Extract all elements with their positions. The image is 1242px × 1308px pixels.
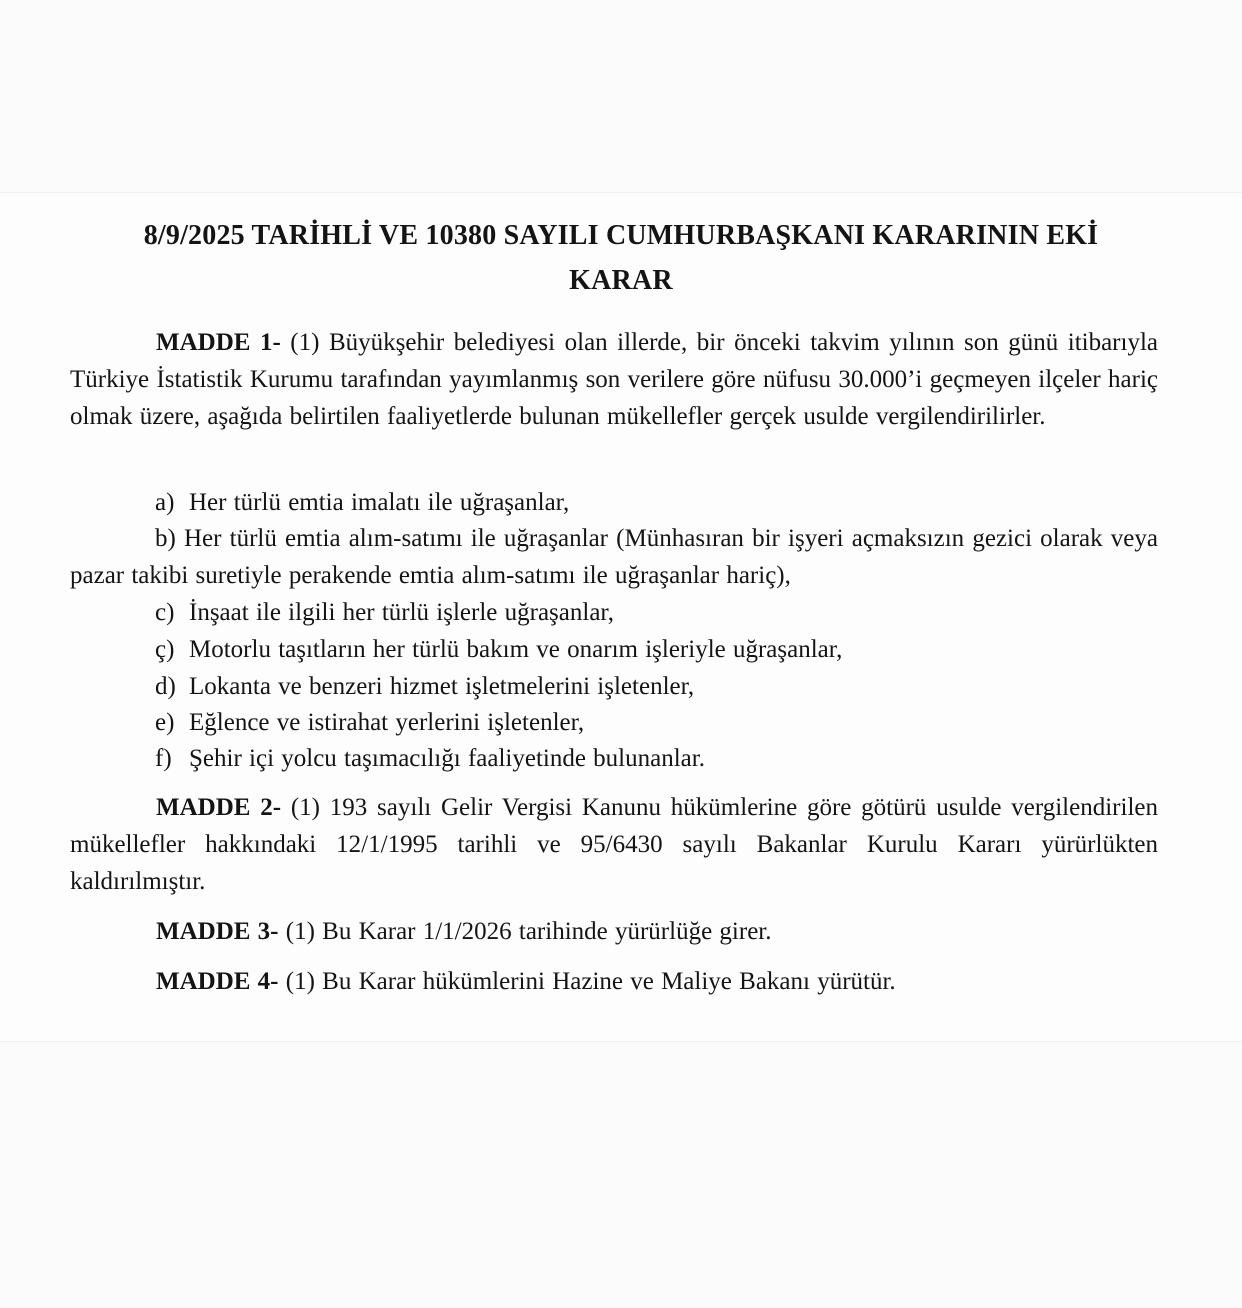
list-item-label: d) — [155, 673, 176, 700]
article-4-label: MADDE 4- — [156, 968, 279, 995]
list-item-a — [155, 484, 569, 521]
article-2-text: (1) 193 sayılı Gelir Vergisi Kanunu hükümlerine göre götürü usulde vergilendirilen mükellefler hakkındaki 12/1/1995 tarihli ve 95/6430 sayılı Bakanlar Kurulu Kararı yürürlükten kaldırılmıştır. — [70, 794, 1158, 895]
article-1-label: MADDE 1- — [156, 329, 281, 356]
list-item-text: İnşaat ile ilgili her türlü işlerle uğraşanlar, — [189, 599, 614, 626]
list-item-text: Her türlü emtia alım-satımı ile uğraşanlar (Münhasıran bir işyeri açmaksızın gezici olarak veya pazar takibi suretiyle perakende emtia alım-satımı ile uğraşanlar hariç), — [70, 525, 1158, 589]
article-1-text: (1) Büyükşehir belediyesi olan illerde, bir önceki takvim yılının son günü itibarıyla Türkiye İstatistik Kurumu tarafından yayımlanmış son verilere göre nüfusu 30.000’i geçmeyen ilçeler hariç olmak üzere, aşağıda belirtilen faaliyetlerde bulunan mükellefler gerçek usulde vergilendirilirler. — [70, 329, 1158, 430]
list-item-text: Şehir içi yolcu taşımacılığı faaliyetinde bulunanlar. — [189, 745, 705, 772]
list-item-text: Motorlu taşıtların her türlü bakım ve onarım işleriyle uğraşanlar, — [189, 636, 843, 663]
list-item-label: a) — [155, 489, 175, 516]
list-item-f — [155, 740, 705, 777]
list-item-e — [155, 704, 584, 741]
list-item-text: Eğlence ve istirahat yerlerini işletenler, — [189, 709, 585, 736]
list-item-d — [155, 668, 694, 705]
article-3-label: MADDE 3- — [156, 918, 279, 945]
list-item-label: f) — [155, 745, 172, 772]
list-item-text: Lokanta ve benzeri hizmet işletmelerini işletenler, — [189, 673, 695, 700]
article-2 — [70, 789, 1158, 900]
document-title: 8/9/2025 TARİHLİ VE 10380 SAYILI CUMHURBAŞKANI KARARININ EKİ — [143, 220, 1099, 251]
list-item-cedilla — [155, 631, 842, 668]
article-4-text: (1) Bu Karar hükümlerini Hazine ve Maliye Bakanı yürütür. — [278, 968, 896, 995]
list-item-label: b) — [155, 525, 176, 552]
list-item-text: Her türlü emtia imalatı ile uğraşanlar, — [189, 489, 570, 516]
list-item-label: ç) — [155, 636, 175, 663]
article-4 — [70, 963, 1158, 1000]
article-3-text: (1) Bu Karar 1/1/2026 tarihinde yürürlüğe girer. — [278, 918, 772, 945]
list-item-c — [155, 594, 614, 631]
document-subtitle: KARAR — [569, 265, 673, 296]
list-item-label: c) — [155, 599, 175, 626]
list-item-label: e) — [155, 709, 175, 736]
article-1 — [70, 324, 1158, 435]
list-item-b — [70, 520, 1158, 594]
article-3 — [70, 913, 1158, 950]
article-2-label: MADDE 2- — [156, 794, 282, 821]
